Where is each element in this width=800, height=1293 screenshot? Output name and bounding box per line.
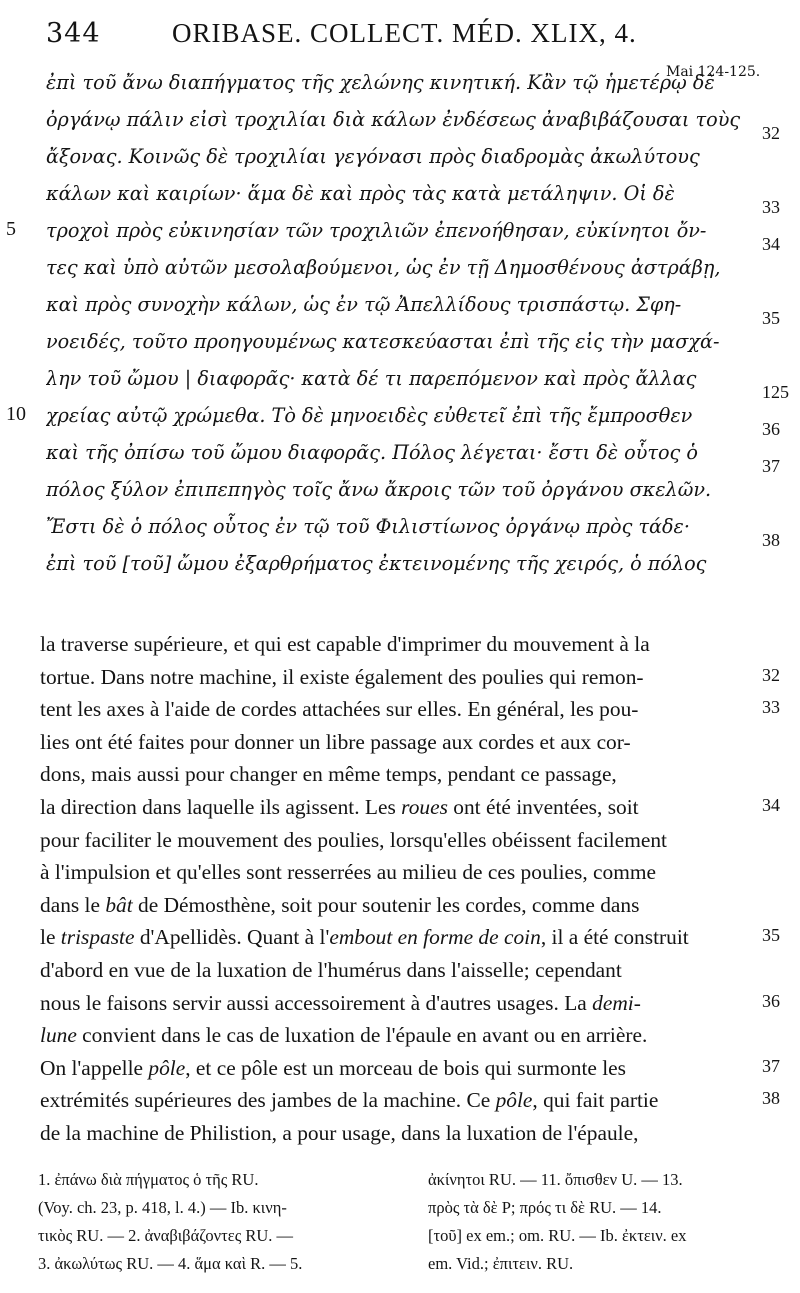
translation-line	[40, 693, 752, 726]
text-run: la traverse supérieure, et qui est capable d'imprimer du mouvement à la	[40, 632, 650, 656]
margin-reference: 36	[762, 991, 780, 1011]
greek-line: νοειδές, τοῦτο προηγουμένως κατεσκεύασται ἐπὶ τῆς εἰς τὴν μασχά-	[46, 330, 720, 353]
margin-reference: 38	[762, 1088, 780, 1108]
line-number: 5	[6, 218, 16, 240]
italic-term: pôle	[148, 1056, 186, 1080]
running-header	[0, 14, 800, 80]
margin-reference: 38	[762, 530, 780, 550]
translation-line	[40, 1084, 752, 1117]
text-run: On l'appelle	[40, 1056, 149, 1080]
text-run: le	[40, 925, 61, 949]
margin-reference: 36	[762, 419, 780, 439]
footnote-line: (Voy. ch. 23, p. 418, l. 4.) — Ib. κινη-	[38, 1198, 287, 1217]
text-run: d'Apellidès. Quant à l'	[134, 925, 330, 949]
greek-line: λην τοῦ ὤμου | διαφορᾶς· κατὰ δέ τι παρεπόμενον καὶ πρὸς ἄλλας	[46, 367, 697, 390]
greek-line: Ἔστι δὲ ὁ πόλος οὗτος ἐν τῷ τοῦ Φιλιστίωνος ὀργάνῳ πρὸς τάδε·	[46, 515, 690, 538]
translation-line	[40, 1052, 752, 1085]
footnote-line: em. Vid.; ἐπιτειν. RU.	[428, 1254, 574, 1273]
text-run: tortue. Dans notre machine, il existe également des poulies qui remon-	[40, 665, 644, 689]
greek-line: πόλος ξύλον ἐπιπεπηγὸς τοῖς ἄνω ἄκροις τῶν τοῦ ὀργάνου σκελῶν.	[46, 478, 712, 501]
footnotes-left-column	[38, 1166, 368, 1278]
italic-term: trispaste	[60, 925, 135, 949]
footnote-line: 1. ἐπάνω διὰ πήγματος ὁ τῆς RU.	[38, 1170, 259, 1189]
margin-reference: 34	[762, 795, 780, 815]
text-run: la direction dans laquelle ils agissent. Les	[40, 795, 402, 819]
margin-reference: 33	[762, 697, 780, 717]
text-run: lies ont été faites pour donner un libre passage aux cordes et aux cor-	[40, 730, 631, 754]
line-number: 10	[6, 403, 26, 425]
greek-line: καὶ πρὸς συνοχὴν κάλων, ὡς ἐν τῷ Ἀπελλίδους τρισπάστῳ. Σφη-	[46, 293, 682, 316]
greek-line: χρείας αὐτῷ χρώμεθα. Τὸ δὲ μηνοειδὲς εὐθετεῖ ἐπὶ τῆς ἔμπροσθεν	[46, 404, 693, 427]
text-run: d'abord en vue de la luxation de l'humérus dans l'aisselle; cependant	[40, 958, 622, 982]
margin-reference: 35	[762, 308, 780, 328]
translation-line	[40, 726, 752, 759]
text-run: de la machine de Philistion, a pour usage, dans la luxation de l'épaule,	[40, 1121, 639, 1145]
greek-line: ὀργάνῳ πάλιν εἰσὶ τροχιλίαι διὰ κάλων ἐνδέσεως ἀναβιβάζουσαι τοὺς	[46, 108, 741, 131]
footnote-line: πρὸς τὰ δὲ P; πρός τι δὲ RU. — 14.	[428, 1198, 662, 1217]
text-run: tent les axes à l'aide de cordes attachées sur elles. En général, les pou-	[40, 697, 639, 721]
margin-reference: 32	[762, 123, 780, 143]
text-run: , et ce pôle est un morceau de bois qui surmonte les	[185, 1056, 626, 1080]
footnotes	[0, 1166, 800, 1286]
translation-line	[40, 921, 752, 954]
italic-term: embout en forme de coin	[329, 925, 541, 949]
margin-reference: 37	[762, 1056, 780, 1076]
margin-reference: 125	[762, 382, 789, 402]
italic-term: lune	[40, 1023, 77, 1047]
italic-term: pôle	[495, 1088, 533, 1112]
italic-term: roues	[401, 795, 448, 819]
margin-reference: 32	[762, 665, 780, 685]
footnotes-right-column	[428, 1166, 768, 1278]
text-run: extrémités supérieures des jambes de la machine. Ce	[40, 1088, 496, 1112]
translation-line	[40, 824, 752, 857]
greek-line: ἐπὶ τοῦ ἄνω διαπήγματος τῆς χελώνης κινητική. Κἂν τῷ ἡμετέρῳ δὲ	[46, 71, 715, 94]
running-title: ORIBASE. COLLECT. MÉD. XLIX, 4.	[172, 18, 637, 48]
footnote-line: 3. ἀκωλύτως RU. — 4. ἅμα καὶ R. — 5.	[38, 1254, 303, 1273]
page-number: 344	[46, 18, 101, 49]
greek-line: ἐπὶ τοῦ [τοῦ] ὤμου ἐξαρθρήματος ἐκτεινομένης τῆς χειρός, ὁ πόλος	[46, 552, 707, 575]
greek-line: κάλων καὶ καιρίων· ἅμα δὲ καὶ πρὸς τὰς κατὰ μετάληψιν. Οἱ δὲ	[46, 182, 675, 205]
text-run: , il a été construit	[540, 925, 689, 949]
translation-line	[40, 1019, 752, 1052]
translation-line	[40, 661, 752, 694]
greek-line: τες καὶ ὑπὸ αὐτῶν μεσολαβούμενοι, ὡς ἐν τῇ Δημοσθένους ἀστράβῃ,	[46, 256, 721, 279]
text-run: pour faciliter le mouvement des poulies, lorsqu'elles obéissent facilement	[40, 828, 667, 852]
text-run: de Démosthène, soit pour soutenir les cordes, comme dans	[132, 893, 640, 917]
translation-line	[40, 856, 752, 889]
translation-line	[40, 628, 752, 661]
footnote-line: [τοῦ] ex em.; om. RU. — Ib. ἐκτειν. ex	[428, 1226, 687, 1245]
text-run: dans le	[40, 893, 106, 917]
margin-reference: 33	[762, 197, 780, 217]
greek-line: ἄξονας. Κοινῶς δὲ τροχιλίαι γεγόνασι πρὸς διαδρομὰς ἀκωλύτους	[46, 145, 700, 168]
translation-line	[40, 889, 752, 922]
text-run: ont été inventées, soit	[447, 795, 639, 819]
translation-line	[40, 954, 752, 987]
translation-line	[40, 1117, 752, 1150]
text-run: , qui fait partie	[532, 1088, 659, 1112]
footnote-line: τικὸς RU. — 2. ἀναβιβάζοντες RU. —	[38, 1226, 294, 1245]
greek-line: τροχοὶ πρὸς εὐκινησίαν τῶν τροχιλιῶν ἐπενοήθησαν, εὐκίνητοι ὄν-	[46, 219, 707, 242]
italic-term: bât	[105, 893, 133, 917]
translation-line	[40, 791, 752, 824]
footnote-line: ἀκίνητοι RU. — 11. ὄπισθεν U. — 13.	[428, 1170, 683, 1189]
text-run: nous le faisons servir aussi accessoirement à d'autres usages. La	[40, 991, 593, 1015]
margin-reference: 34	[762, 234, 780, 254]
italic-term: demi-	[592, 991, 641, 1015]
text-run: dons, mais aussi pour changer en même temps, pendant ce passage,	[40, 762, 617, 786]
text-run: à l'impulsion et qu'elles sont resserrées au milieu de ces poulies, comme	[40, 860, 656, 884]
margin-reference: 35	[762, 925, 780, 945]
translation-line	[40, 987, 752, 1020]
translation-line	[40, 758, 752, 791]
text-run: convient dans le cas de luxation de l'épaule en avant ou en arrière.	[76, 1023, 648, 1047]
mai-reference: Mai 124-125.	[666, 64, 761, 80]
greek-line: καὶ τῆς ὀπίσω τοῦ ὤμου διαφορᾶς. Πόλος λέγεται· ἔστι δὲ οὗτος ὁ	[46, 441, 698, 464]
margin-reference: 37	[762, 456, 780, 476]
